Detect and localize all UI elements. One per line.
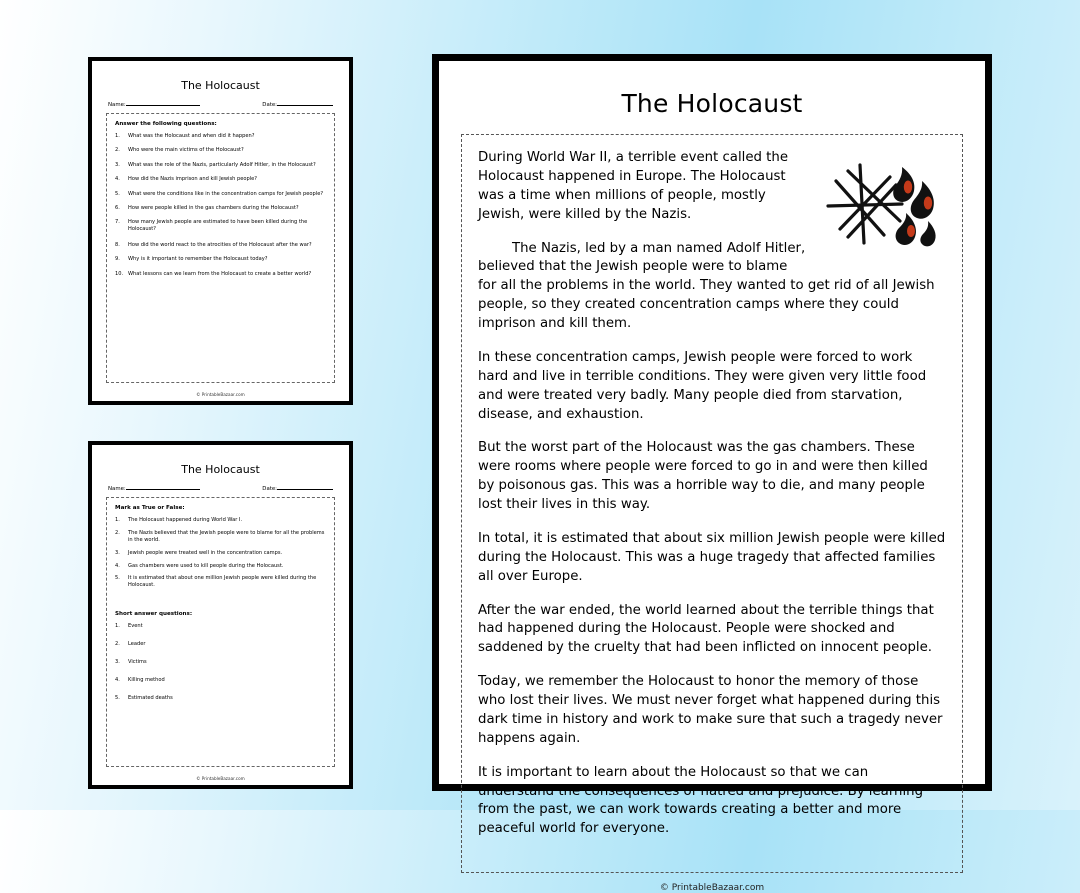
list-item — [115, 256, 326, 263]
reading-page-credit: © PrintableBazaar.com — [659, 883, 765, 893]
item-text: What was the role of the Nazis, particularly Adolf Hitler, in the Holocaust? — [128, 161, 316, 168]
questions-worksheet-page[interactable] — [88, 57, 353, 405]
list-item — [115, 219, 326, 233]
date-rule — [277, 105, 333, 106]
list-item — [115, 176, 326, 183]
date-field[interactable] — [262, 486, 333, 492]
list-item — [115, 695, 326, 702]
list-item — [115, 550, 326, 557]
item-number: 3. — [115, 549, 120, 556]
passage-paragraph-7: Today, we remember the Holocaust to honor the memory of those who lost their lives. We must never forget what happened during this dark time in history and work to make sure that such a tragedy never happens again. — [478, 674, 943, 746]
short-answer-list — [115, 623, 326, 701]
item-number: 10. — [115, 270, 124, 277]
list-item — [115, 659, 326, 666]
list-item — [115, 191, 326, 198]
reading-page-inner — [439, 61, 985, 893]
list-item — [115, 133, 326, 140]
item-number: 2. — [115, 147, 120, 154]
item-number: 1. — [115, 133, 120, 139]
item-number: 5. — [115, 190, 120, 197]
truefalse-content-box — [106, 497, 335, 767]
questions-page-inner — [92, 61, 349, 401]
item-text: Event — [128, 623, 143, 630]
item-text: What were the conditions like in the concentration camps for Jewish people? — [128, 190, 324, 197]
truefalse-section-heading: Mark as True or False: — [115, 505, 185, 511]
questions-name-date-row — [106, 102, 335, 108]
item-number: 9. — [115, 256, 120, 263]
name-field[interactable] — [108, 486, 200, 492]
list-item — [115, 271, 326, 278]
questions-section-heading: Answer the following questions: — [115, 121, 217, 127]
item-text: The Holocaust happened during World War I. — [128, 517, 243, 523]
item-number: 2. — [115, 529, 120, 536]
item-number: 1. — [115, 517, 120, 523]
item-text: How did the world react to the atrocities of the Holocaust after the war? — [128, 242, 312, 248]
item-number: 4. — [115, 676, 120, 683]
list-item — [115, 641, 326, 648]
list-item — [115, 623, 326, 630]
date-field[interactable] — [262, 102, 333, 108]
passage-paragraph-6: After the war ended, the world learned about the terrible things that had happened during the Holocaust. People were shocked and saddened by the cruelty that had been inflicted on innocent people. — [478, 602, 934, 656]
list-item — [115, 517, 326, 524]
item-number: 1. — [115, 623, 120, 630]
name-rule — [126, 105, 200, 106]
item-number: 3. — [115, 658, 120, 665]
list-item — [115, 575, 326, 589]
truefalse-name-date-row — [106, 486, 335, 492]
date-label: Date: — [262, 102, 277, 108]
item-text: Victims — [128, 658, 147, 665]
truefalse-page-title: The Holocaust — [181, 463, 260, 476]
reading-passage-page[interactable] — [432, 54, 992, 893]
list-item — [115, 242, 326, 249]
item-text: How many Jewish people are estimated to have been killed during the Holocaust? — [128, 219, 308, 233]
questions-page-title: The Holocaust — [181, 79, 260, 92]
item-number: 7. — [115, 219, 120, 226]
passage-paragraph-5: In total, it is estimated that about six million Jewish people were killed during the Holocaust. This was a huge tragedy that affected families all over Europe. — [478, 530, 946, 584]
paragraph-text: The Nazis, led by a man named Adolf Hitler, believed that the Jewish people were to blame for all the problems in the world. They wanted to get rid of all Jewish people, so they created concentration camps where they could imprison and kill them. — [478, 240, 935, 331]
item-text: How were people killed in the gas chambers during the Holocaust? — [128, 204, 299, 211]
short-answer-heading: Short answer questions: — [115, 611, 193, 618]
item-text: What was the Holocaust and when did it happen? — [128, 133, 255, 139]
item-text: Estimated deaths — [128, 694, 173, 701]
item-text: What lessons can we learn from the Holocaust to create a better world? — [128, 270, 312, 277]
date-rule — [277, 489, 333, 490]
name-rule — [126, 489, 200, 490]
item-text: Leader — [128, 641, 146, 647]
passage-paragraph-8: It is important to learn about the Holocaust so that we can understand the consequences of hatred and prejudice. By learning from the past, we can work towards creating a better and more peaceful world for everyone. — [478, 764, 924, 837]
item-text: Why is it important to remember the Holocaust today? — [128, 256, 268, 263]
list-item — [115, 563, 326, 570]
list-item — [115, 205, 326, 212]
passage-paragraph-3: In these concentration camps, Jewish people were forced to work hard and live in terrible conditions. They were given very little food and were treated very badly. Many people died from starvation, disease, and exhaustion. — [478, 349, 927, 422]
list-item — [115, 677, 326, 684]
item-number: 4. — [115, 176, 120, 183]
item-number: 6. — [115, 204, 120, 211]
name-field[interactable] — [108, 102, 200, 108]
item-text: How did the Nazis imprison and kill Jewish people? — [128, 176, 257, 183]
truefalse-list — [115, 517, 326, 589]
item-number: 2. — [115, 641, 120, 647]
item-number: 3. — [115, 161, 120, 168]
item-text: Who were the main victims of the Holocaust? — [128, 147, 244, 154]
passage-paragraph-4: But the worst part of the Holocaust was the gas chambers. These were rooms where people were forced to go in and were then killed by poisonous gas. This was a horrible way to die, and many people lost their lives in this way. — [478, 440, 928, 512]
name-label: Name: — [108, 486, 126, 492]
page-title: The Holocaust — [621, 89, 803, 118]
truefalse-page-credit: © PrintableBazaar.com — [196, 776, 245, 781]
date-label: Date: — [262, 486, 277, 492]
item-text: Gas chambers were used to kill people during the Holocaust. — [128, 562, 284, 569]
item-number: 8. — [115, 242, 120, 248]
list-item — [115, 530, 326, 544]
name-label: Name: — [108, 102, 126, 108]
item-number: 5. — [115, 694, 120, 701]
item-text: Killing method — [128, 676, 165, 683]
questions-content-box — [106, 113, 335, 383]
item-text: Jewish people were treated well in the concentration camps. — [128, 549, 283, 556]
item-number: 5. — [115, 575, 120, 582]
list-item — [115, 162, 326, 169]
list-item — [115, 147, 326, 154]
broken-star-flames-icon — [818, 151, 946, 261]
item-number: 4. — [115, 562, 120, 569]
passage-paragraph-1: During World War II, a terrible event called the Holocaust happened in Europe. The Holocaust was a time when millions of people, mostly Jewish, were killed by the Nazis. — [478, 150, 789, 222]
passage-box — [461, 134, 963, 873]
truefalse-page-inner — [92, 445, 349, 785]
item-text: It is estimated that about one million Jewish people were killed during the Holocaust. — [128, 575, 317, 589]
questions-page-credit: © PrintableBazaar.com — [196, 392, 245, 397]
truefalse-worksheet-page[interactable] — [88, 441, 353, 789]
item-text: The Nazis believed that the Jewish people were to blame for all the problems in the world. — [128, 529, 325, 543]
